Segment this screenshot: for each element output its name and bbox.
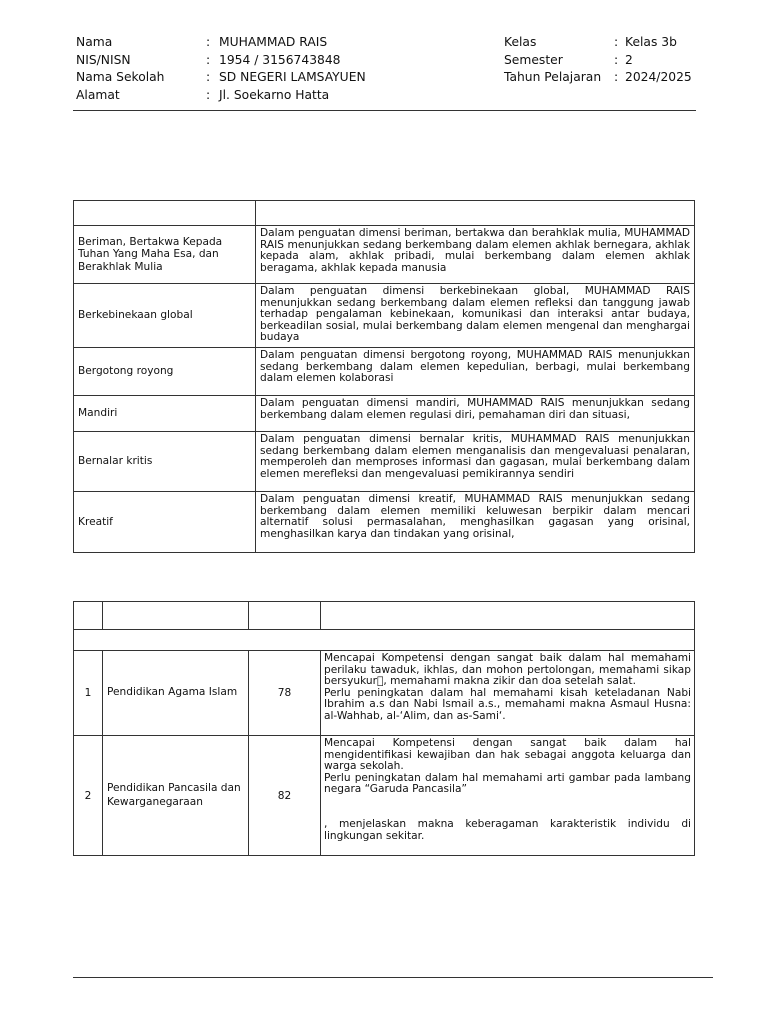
colon: : [206, 70, 211, 84]
colon: : [614, 52, 619, 67]
colon: : [614, 70, 619, 84]
header-cell [74, 602, 103, 630]
identity-row [76, 34, 696, 52]
class-value: Kelas 3b [625, 35, 677, 49]
description-cell: Dalam penguatan dimensi bernalar kritis, MUHAMMAD RAIS menunjukkan sedang berkembang dalam elemen menganalisis dan mengevaluasi penalaran, memperoleh dan memproses informasi dan gagasan, mulai berkembang dalam elemen merefleksi dan mengevaluasi pemikirannya sendiri [256, 431, 695, 491]
description-cell: Dalam penguatan dimensi bergotong royong, MUHAMMAD RAIS menunjukkan sedang berkembang dalam elemen kepedulian, berbagi, mulai berkembang dalam elemen kolaborasi [256, 347, 695, 395]
colon: : [206, 35, 211, 49]
colon: : [206, 52, 211, 67]
header-divider [73, 110, 696, 111]
description-cell: Dalam penguatan dimensi berkebinekaan global, MUHAMMAD RAIS menunjukkan sedang berkembang dalam elemen refleksi dan tanggung jawab terhadap pengalaman kebinekaan, komunikasi dan interaksi antar budaya, berkeadilan sosial, mulai berkembang dalam elemen mengenal dan menghargai budaya [256, 284, 695, 348]
table-row [74, 651, 695, 736]
dimension-cell: Berkebinekaan global [74, 284, 256, 348]
profile-dimensions-table [73, 200, 695, 553]
table-row [74, 736, 695, 856]
table-row [74, 395, 695, 431]
class-label: Kelas [504, 35, 537, 49]
semester-value: 2 [625, 52, 633, 67]
description-cell: Dalam penguatan dimensi mandiri, MUHAMMAD RAIS menunjukkan sedang berkembang dalam elemen regulasi diri, pemahaman diri dan situasi, [256, 395, 695, 431]
table-row [74, 347, 695, 395]
table-row [74, 431, 695, 491]
row-number: 1 [74, 651, 103, 736]
description-cell: Dalam penguatan dimensi kreatif, MUHAMMAD RAIS menunjukkan sedang berkembang dalam elemen memiliki keluwesan berpikir dalam mencari alternatif solusi permasalahan, menghasilkan gagasan yang orisinal, menghasilkan karya dan tindakan yang orisinal, [256, 491, 695, 552]
address-value: Jl. Soekarno Hatta [219, 87, 330, 102]
header-cell [256, 201, 695, 226]
achievement-note: Mencapai Kompetensi dengan sangat baik dalam hal mengidentifikasi kewajiban dan hak sebagai anggota keluarga dan warga sekolah. [324, 737, 691, 773]
subject-cell: Pendidikan Agama Islam [103, 651, 249, 736]
header-cell [321, 602, 695, 630]
colon: : [206, 87, 211, 102]
achievement-note: Mencapai Kompetensi dengan sangat baik dalam hal memahami perilaku tawaduk, ikhlas, dan mohon pertolongan, memahami sikap bersyukur , memahami makna zikir dan doa setelah salat. [324, 652, 691, 688]
trailing-note: , menjelaskan makna keberagaman karakteristik individu di lingkungan sekitar. [324, 817, 691, 842]
header-cell [74, 201, 256, 226]
spacer [324, 796, 691, 819]
identity-row [76, 69, 696, 87]
competency-note-cell [321, 736, 695, 856]
nis-label: NIS/NISN [76, 52, 131, 67]
row-number: 2 [74, 736, 103, 856]
dimension-cell: Kreatif [74, 491, 256, 552]
school-value: SD NEGERI LAMSAYUEN [219, 70, 366, 84]
improvement-note: Perlu peningkatan dalam hal memahami arti gambar pada lambang negara “Garuda Pancasila” [324, 771, 691, 796]
identity-row [76, 52, 696, 70]
dimension-cell: Mandiri [74, 395, 256, 431]
grades-table [73, 601, 695, 856]
nis-value: 1954 / 3156743848 [219, 52, 341, 67]
school-label: Nama Sekolah [76, 70, 165, 84]
footer-divider [73, 977, 713, 978]
competency-note-cell [321, 651, 695, 736]
header-cell [249, 602, 321, 630]
identity-row [76, 87, 696, 105]
table-header-row [74, 201, 695, 226]
dimension-cell: Bergotong royong [74, 347, 256, 395]
school-year-value: 2024/2025 [625, 70, 692, 84]
student-identity-header [76, 34, 696, 104]
table-row [74, 284, 695, 348]
table-row [74, 226, 695, 284]
section-row [74, 630, 695, 651]
score-cell: 82 [249, 736, 321, 856]
table-header-row [74, 602, 695, 630]
school-year-label: Tahun Pelajaran [504, 70, 602, 84]
table-row [74, 491, 695, 552]
section-cell [74, 630, 695, 651]
description-cell: Dalam penguatan dimensi beriman, bertakwa dan berahklak mulia, MUHAMMAD RAIS menunjukkan sedang berkembang dalam elemen akhlak bernegara, akhlak kepada alam, akhlak pribadi, mulai berkembang dalam elemen akhlak beragama, akhlak kepada manusia [256, 226, 695, 284]
subject-cell: Pendidikan Pancasila dan Kewarganegaraan [103, 736, 249, 856]
dimension-cell: Beriman, Bertakwa Kepada Tuhan Yang Maha Esa, dan Berakhlak Mulia [74, 226, 256, 284]
semester-label: Semester [504, 52, 563, 67]
name-value: MUHAMMAD RAIS [219, 35, 328, 49]
score-cell: 78 [249, 651, 321, 736]
header-cell [103, 602, 249, 630]
address-label: Alamat [76, 87, 120, 102]
improvement-note: Perlu peningkatan dalam hal memahami kisah keteladanan Nabi Ibrahim a.s dan Nabi Ismail a.s., memahami makna Asmaul Husna: al-Wahhab, al-‘Alim, dan as-Sami‘. [324, 686, 691, 722]
colon: : [614, 35, 619, 49]
dimension-cell: Bernalar kritis [74, 431, 256, 491]
name-label: Nama [76, 35, 113, 49]
